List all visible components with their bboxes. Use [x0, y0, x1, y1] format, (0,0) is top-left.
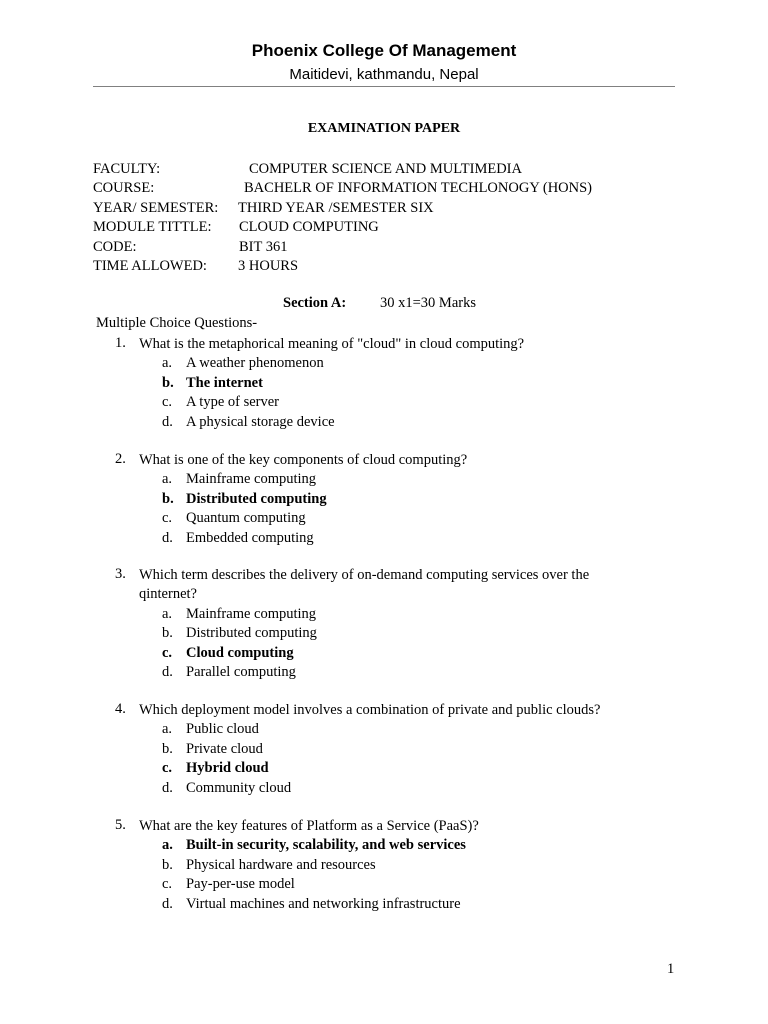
college-name: Phoenix College Of Management [251, 41, 517, 60]
info-value: THIRD YEAR /SEMESTER SIX [238, 199, 434, 216]
section-label: Section A: [283, 295, 347, 311]
option-letter: d. [162, 529, 173, 546]
option-text: Cloud computing [186, 644, 294, 661]
page-number: 1 [667, 961, 675, 977]
exam-title: EXAMINATION PAPER [307, 121, 461, 136]
option-text: Pay-per-use model [186, 876, 295, 893]
option-text: Hybrid cloud [186, 760, 269, 777]
question-number: 3. [115, 566, 126, 582]
header-divider [93, 86, 675, 87]
option-text: A weather phenomenon [186, 355, 324, 372]
option-text: Embedded computing [186, 529, 314, 546]
option-text: Distributed computing [186, 625, 317, 642]
question-text-continued: qinternet? [139, 586, 197, 603]
info-value: BIT 361 [239, 238, 288, 255]
option-text: Public cloud [186, 721, 259, 738]
option-letter: c. [162, 510, 173, 527]
option-text: Virtual machines and networking infrastructure [186, 895, 461, 912]
section-heading [283, 295, 476, 312]
question-number: 5. [115, 817, 126, 833]
info-label: YEAR/ SEMESTER: [93, 199, 219, 216]
question-number: 1. [115, 335, 126, 351]
option-text: Built-in security, scalability, and web services [186, 837, 466, 854]
info-value: COMPUTER SCIENCE AND MULTIMEDIA [249, 161, 522, 177]
section-marks: 30 x1=30 Marks [380, 295, 476, 311]
option-letter: b. [162, 740, 173, 757]
option-letter: c. [162, 760, 173, 777]
option-letter: d. [162, 664, 173, 680]
option-letter: b. [162, 625, 173, 642]
info-label: FACULTY: [93, 161, 161, 177]
option-letter: a. [162, 471, 173, 488]
question-text: What is one of the key components of cloud computing? [139, 452, 468, 468]
option-text: Community cloud [186, 779, 292, 796]
option-letter: a. [162, 355, 173, 372]
info-value: BACHELR OF INFORMATION TECHLONOGY (HONS) [244, 180, 593, 197]
option-text: A physical storage device [186, 413, 335, 430]
info-value: CLOUD COMPUTING [239, 219, 379, 236]
option-text: Distributed computing [186, 490, 327, 507]
question-number: 2. [115, 451, 126, 467]
option-text: Parallel computing [186, 664, 296, 680]
option-text: Private cloud [186, 740, 263, 757]
option-text: A type of server [186, 394, 280, 411]
option-letter: c. [162, 394, 173, 411]
info-label: TIME ALLOWED: [93, 257, 207, 274]
question-text: What is the metaphorical meaning of "cloud" in cloud computing? [139, 336, 525, 352]
option-letter: a. [162, 837, 173, 854]
info-label: COURSE: [93, 180, 155, 197]
option-letter: d. [162, 895, 173, 912]
option-letter: b. [162, 856, 173, 873]
question-text: Which deployment model involves a combination of private and public clouds? [139, 702, 601, 718]
info-label: CODE: [93, 238, 137, 255]
option-text: Quantum computing [186, 510, 306, 527]
question-text: What are the key features of Platform as a Service (PaaS)? [139, 818, 479, 834]
option-text: Mainframe computing [186, 471, 317, 488]
option-letter: a. [162, 605, 173, 622]
option-letter: a. [162, 721, 173, 738]
mcq-intro: Multiple Choice Questions- [96, 315, 258, 331]
option-text: The internet [186, 374, 263, 391]
question-text: Which term describes the delivery of on-demand computing services over the [139, 567, 590, 583]
option-letter: b. [162, 490, 174, 507]
option-text: Physical hardware and resources [186, 856, 376, 873]
option-letter: d. [162, 779, 173, 796]
option-letter: b. [162, 374, 174, 391]
info-label: MODULE TITTLE: [93, 219, 212, 236]
info-value: 3 HOURS [238, 257, 299, 274]
option-letter: d. [162, 413, 173, 430]
option-letter: c. [162, 644, 173, 661]
option-letter: c. [162, 876, 173, 893]
question-number: 4. [115, 701, 126, 717]
option-text: Mainframe computing [186, 605, 317, 622]
college-address: Maitidevi, kathmandu, Nepal [289, 66, 479, 83]
